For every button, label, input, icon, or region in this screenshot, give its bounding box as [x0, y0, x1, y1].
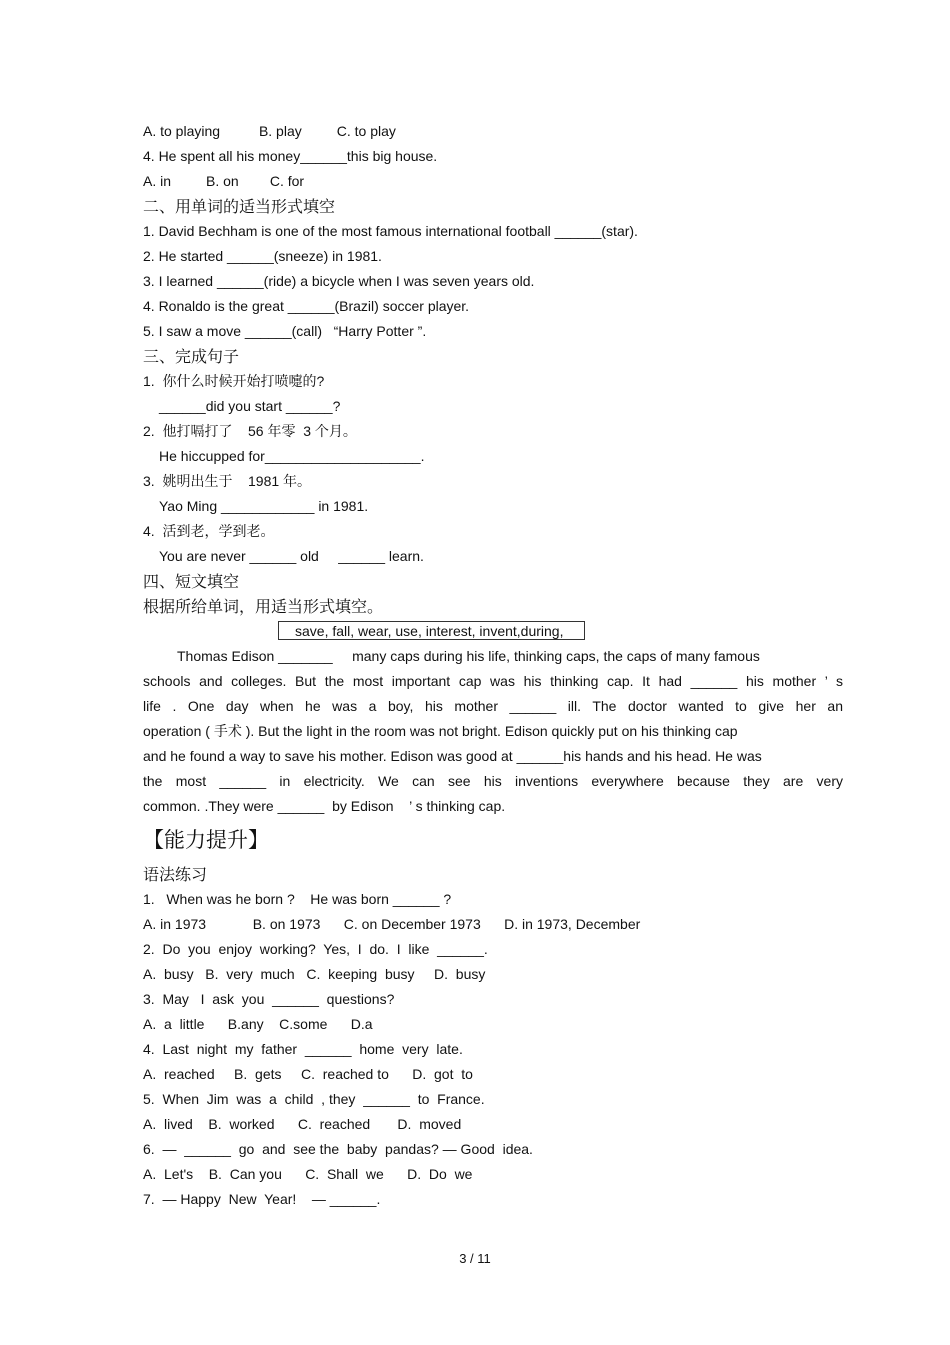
grammar-line: 3. May I ask you ______ questions?	[143, 991, 395, 1007]
exercise-heading: 四、短文填空	[143, 572, 240, 591]
exercise-lines-top	[143, 119, 843, 619]
passage-line: and he found a way to save his mother. Edison was good at ______his hands and his head. He was	[143, 748, 762, 764]
exercise-line: 4. Ronaldo is the great ______(Brazil) soccer player.	[143, 298, 470, 314]
grammar-line: 7. — Happy New Year! — ______.	[143, 1191, 381, 1207]
exercise-heading: 根据所给单词，用适当形式填空。	[143, 597, 384, 616]
page-number: 3 / 11	[459, 1251, 491, 1266]
grammar-line: A. a little B.any C.some D.a	[143, 1016, 373, 1032]
exercise-line: Yao Ming ____________ in 1981.	[159, 498, 369, 514]
grammar-line: 4. Last night my father ______ home very late.	[143, 1041, 463, 1057]
exercise-line: 4. He spent all his money______this big house.	[143, 148, 438, 164]
word-box-row	[143, 619, 843, 644]
passage-line: the most ______ in electricity. We can see his inventions everywhere because they are very	[143, 773, 843, 789]
grammar-line: A. lived B. worked C. reached D. moved	[143, 1116, 462, 1132]
sub-title: 语法练习	[143, 865, 208, 884]
exercise-line: You are never ______ old ______ learn.	[159, 548, 424, 564]
passage-line: operation ( 手术 ). But the light in the room was not bright. Edison quickly put on his thinking cap	[143, 723, 738, 739]
passage-line: schools and colleges. But the most important cap was his thinking cap. It had ______ his mother ’ s	[143, 673, 843, 689]
exercise-heading: 二、用单词的适当形式填空	[143, 197, 336, 216]
grammar-exercises	[143, 887, 843, 1212]
passage	[143, 644, 843, 819]
grammar-line: 1. When was he born ? He was born ______ ?	[143, 891, 452, 907]
exercise-line: A. to playing B. play C. to play	[143, 123, 396, 139]
grammar-line: A. busy B. very much C. keeping busy D. busy	[143, 966, 486, 982]
exercise-line: 3. 姚明出生于 1981 年。	[143, 473, 312, 489]
grammar-line: 2. Do you enjoy working? Yes, I do. I like ______.	[143, 941, 488, 957]
grammar-line: 6. — ______ go and see the baby pandas? — Good idea.	[143, 1141, 533, 1157]
exercise-line: He hiccupped for____________________.	[159, 448, 425, 464]
passage-line: common. .They were ______ by Edison ’ s thinking cap.	[143, 798, 506, 814]
exercise-line: 3. I learned ______(ride) a bicycle when I was seven years old.	[143, 273, 535, 289]
exercise-line: 1. David Bechham is one of the most famous international football ______(star).	[143, 223, 638, 239]
exercise-heading: 三、完成句子	[143, 347, 240, 366]
exercise-line: 5. I saw a move ______(call) “Harry Potter ”.	[143, 323, 427, 339]
passage-line: Thomas Edison _______ many caps during his life, thinking caps, the caps of many famous	[177, 648, 760, 664]
grammar-line: A. reached B. gets C. reached to D. got to	[143, 1066, 473, 1082]
exercise-line: 1. 你什么时候开始打喷嚏的?	[143, 373, 325, 389]
exercise-line: A. in B. on C. for	[143, 173, 305, 189]
word-box: save, fall, wear, use, interest, invent,during,	[278, 621, 585, 640]
exercise-line: 4. 活到老，学到老。	[143, 523, 275, 539]
section-title: 【能力提升】	[143, 828, 269, 852]
exercise-line: 2. He started ______(sneeze) in 1981.	[143, 248, 382, 264]
page-content	[143, 119, 843, 1212]
grammar-line: 5. When Jim was a child , they ______ to France.	[143, 1091, 485, 1107]
passage-line: life . One day when he was a boy, his mother ______ ill. The doctor wanted to give her an	[143, 698, 843, 714]
grammar-line: A. in 1973 B. on 1973 C. on December 1973 D. in 1973, December	[143, 916, 641, 932]
exercise-line: ______did you start ______?	[159, 398, 341, 414]
grammar-line: A. Let's B. Can you C. Shall we D. Do we	[143, 1166, 473, 1182]
exercise-line: 2. 他打嗝打了 56 年零 3 个月。	[143, 423, 357, 439]
